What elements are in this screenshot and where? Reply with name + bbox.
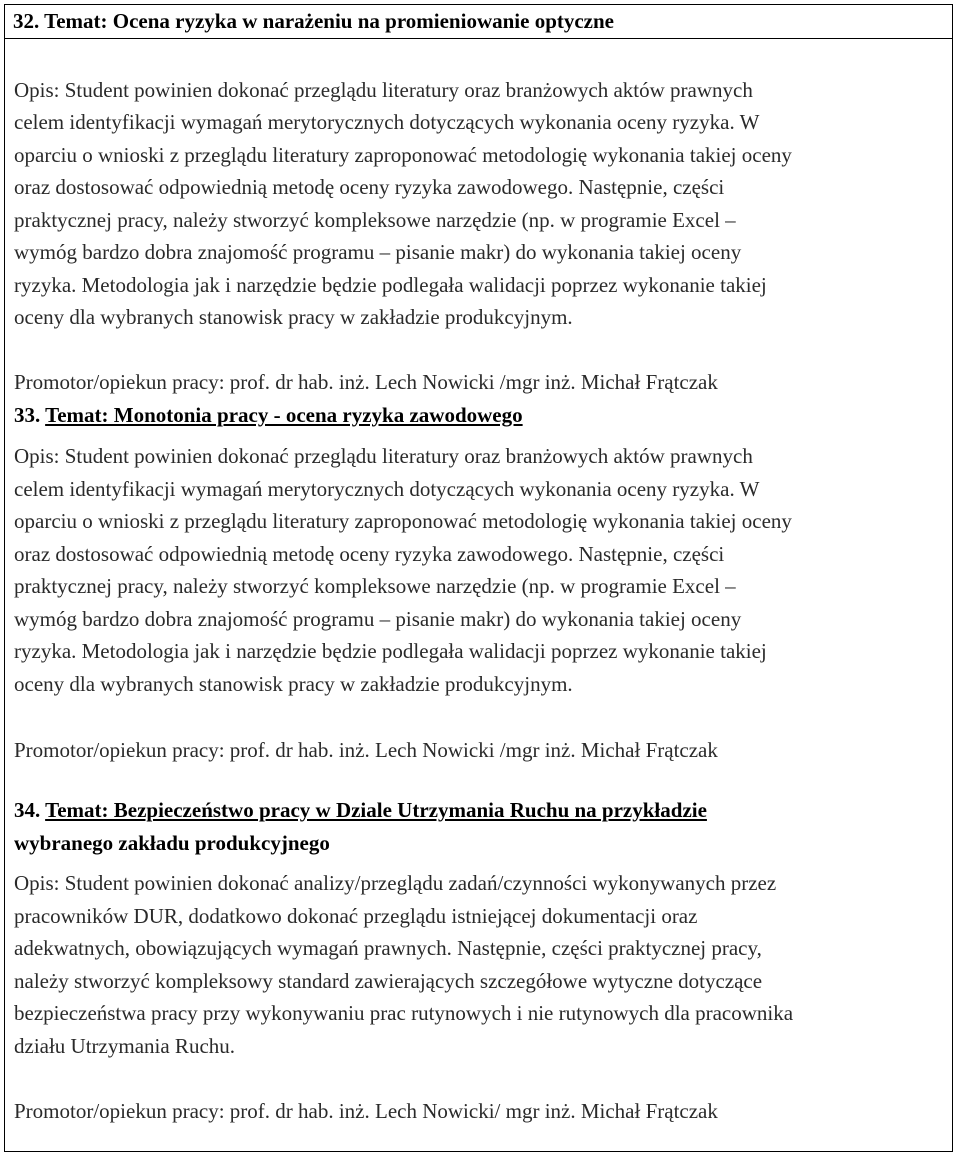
- topic-32-desc-line: oceny dla wybranych stanowisk pracy w zakładzie produkcyjnym.: [14, 305, 573, 329]
- topic-33-desc-line: ryzyka. Metodologia jak i narzędzie będzie podlegała walidacji poprzez wykonanie takiej: [14, 639, 767, 663]
- topic-32-title: 32. Temat: Ocena ryzyka w narażeniu na promieniowanie optyczne: [13, 9, 615, 33]
- topic-33-desc-line: oceny dla wybranych stanowisk pracy w zakładzie produkcyjnym.: [14, 672, 573, 696]
- topic-32-promotor: Promotor/opiekun pracy: prof. dr hab. inż. Lech Nowicki /mgr inż. Michał Frątczak: [14, 370, 718, 394]
- topic-32-desc-line: praktycznej pracy, należy stworzyć kompleksowe narzędzie (np. w programie Excel –: [14, 208, 736, 232]
- topic-34-desc-line: adekwatnych, obowiązujących wymagań prawnych. Następnie, części praktycznej pracy,: [14, 936, 762, 960]
- topic-34-desc-line: należy stworzyć kompleksowy standard zawierających szczegółowe wytyczne dotyczące: [14, 969, 763, 993]
- topics-table: [4, 4, 953, 1152]
- topic-32-desc-line: oparciu o wnioski z przeglądu literatury zaproponować metodologię wykonania takiej oceny: [14, 143, 792, 167]
- topic-34-desc-line: pracowników DUR, dodatkowo dokonać przeglądu istniejącej dokumentacji oraz: [14, 904, 698, 928]
- topic-32-desc-line: celem identyfikacji wymagań merytorycznych dotyczących wykonania oceny ryzyka. W: [14, 110, 760, 134]
- topic-33-promotor: Promotor/opiekun pracy: prof. dr hab. inż. Lech Nowicki /mgr inż. Michał Frątczak: [14, 738, 718, 762]
- topic-33-title: Temat: Monotonia pracy - ocena ryzyka zawodowego: [45, 403, 523, 427]
- topic-33-number: 33.: [14, 403, 46, 427]
- topic-34-desc-line: Opis: Student powinien dokonać analizy/przeglądu zadań/czynności wykonywanych przez: [14, 871, 777, 895]
- topic-34-promotor: Promotor/opiekun pracy: prof. dr hab. inż. Lech Nowicki/ mgr inż. Michał Frątczak: [14, 1099, 718, 1123]
- topic-34-number: 34.: [14, 798, 46, 822]
- topic-34-desc-line: bezpieczeństwa pracy przy wykonywaniu prac rutynowych i nie rutynowych dla pracownika: [14, 1001, 794, 1025]
- topic-33-desc-line: Opis: Student powinien dokonać przeglądu literatury oraz branżowych aktów prawnych: [14, 444, 753, 468]
- topic-34-desc-line: działu Utrzymania Ruchu.: [14, 1034, 236, 1058]
- topic-34-title-line2: wybranego zakładu produkcyjnego: [14, 831, 330, 855]
- topic-33-desc-line: praktycznej pracy, należy stworzyć kompleksowe narzędzie (np. w programie Excel –: [14, 574, 736, 598]
- topic-32-desc-line: oraz dostosować odpowiednią metodę oceny ryzyka zawodowego. Następnie, części: [14, 175, 725, 199]
- topic-32-header-row: [5, 5, 952, 39]
- topic-32-desc-line: Opis: Student powinien dokonać przeglądu literatury oraz branżowych aktów prawnych: [14, 78, 753, 102]
- topic-32-desc-line: wymóg bardzo dobra znajomość programu – pisanie makr) do wykonania takiej oceny: [14, 240, 742, 264]
- topic-34-title-line1: Temat: Bezpieczeństwo pracy w Dziale Utrzymania Ruchu na przykładzie: [45, 798, 707, 822]
- topic-33-desc-line: oraz dostosować odpowiednią metodę oceny ryzyka zawodowego. Następnie, części: [14, 542, 725, 566]
- topic-32-body-row: [5, 39, 952, 1151]
- topic-33-desc-line: wymóg bardzo dobra znajomość programu – pisanie makr) do wykonania takiej oceny: [14, 607, 742, 631]
- topic-33-heading: [14, 402, 523, 428]
- topic-33-desc-line: celem identyfikacji wymagań merytorycznych dotyczących wykonania oceny ryzyka. W: [14, 477, 760, 501]
- topic-32-desc-line: ryzyka. Metodologia jak i narzędzie będzie podlegała walidacji poprzez wykonanie takiej: [14, 273, 767, 297]
- topic-34-heading: [14, 797, 707, 823]
- topic-33-desc-line: oparciu o wnioski z przeglądu literatury zaproponować metodologię wykonania takiej oceny: [14, 509, 792, 533]
